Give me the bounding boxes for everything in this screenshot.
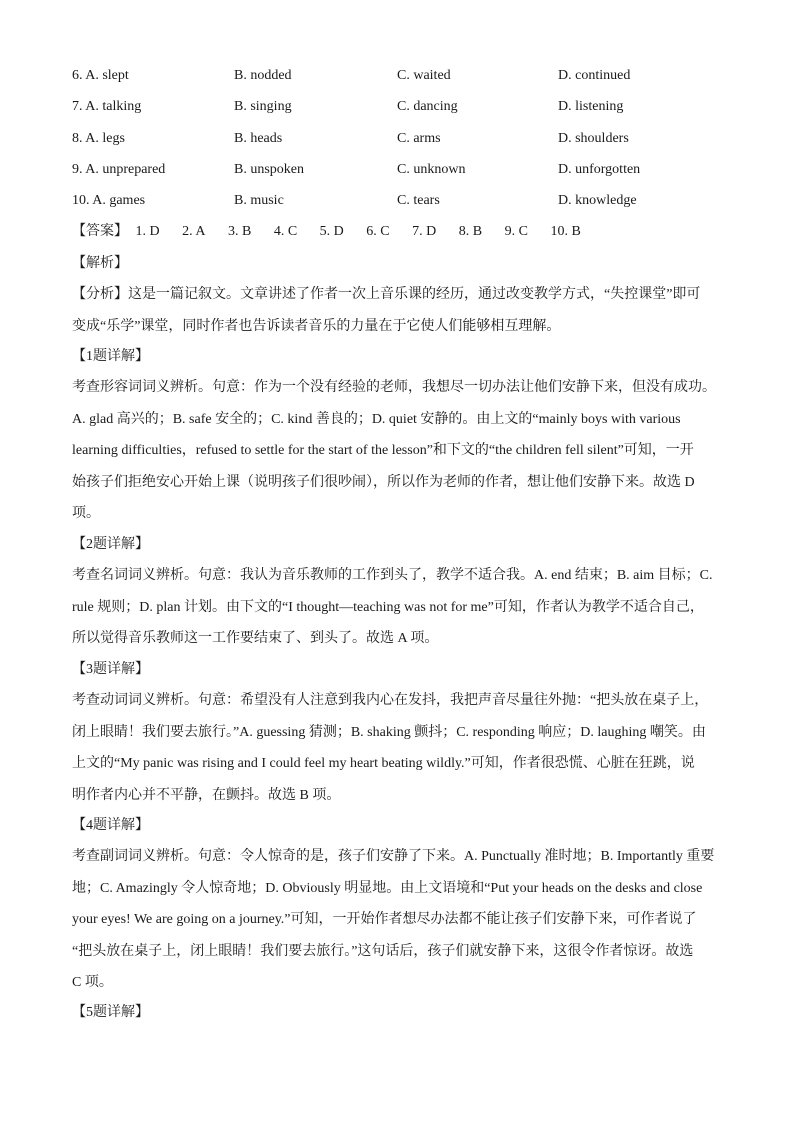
option-a: 7. A. talking (72, 99, 142, 114)
answer-item: 5. D (319, 224, 344, 239)
option-d: D. knowledge (558, 193, 637, 208)
text-line: C 项。 (72, 975, 113, 990)
option-d: D. listening (558, 99, 624, 114)
text-line: 上文的“My panic was rising and I could feel my heart beating wildly.”可知，作者很恐慌、心脏在狂跳，说 (72, 756, 695, 771)
option-c: C. waited (397, 68, 451, 83)
answer-label: 【答案】 (72, 224, 128, 239)
text-line: 所以觉得音乐教师这一工作要结束了、到头了。故选 A 项。 (72, 631, 439, 646)
text-line: A. glad 高兴的；B. safe 安全的；C. kind 善良的；D. quiet 安静的。由上文的“mainly boys with various (72, 411, 681, 427)
option-b: B. singing (234, 99, 292, 114)
answer-item: 4. C (273, 224, 298, 239)
answer-item: 2. A (182, 224, 206, 239)
option-b: B. unspoken (234, 162, 304, 177)
answer-item: 3. B (227, 224, 252, 239)
text-line: 考查动词词义辨析。句意：希望没有人注意到我内心在发抖，我把声音尽量往外抛：“把头放在桌子上， (72, 693, 709, 708)
option-c: C. arms (397, 131, 441, 146)
q1-heading: 【1题详解】 (72, 349, 149, 364)
option-c: C. dancing (397, 99, 458, 114)
answer-item: 9. C (504, 224, 528, 239)
option-b: B. music (234, 193, 284, 208)
option-a: 10. A. games (72, 193, 146, 208)
text-line: 考查名词词义辨析。句意：我认为音乐教师的工作到头了，教学不适合我。A. end 结束；B. aim 目标；C. (72, 568, 713, 583)
q4-heading: 【4题详解】 (72, 818, 149, 833)
text-line: rule 规则；D. plan 计划。由下文的“I thought—teaching was not for me”可知，作者认为教学不适合自己， (72, 599, 704, 615)
option-b: B. nodded (234, 68, 292, 83)
option-d: D. continued (558, 68, 631, 83)
option-a: 9. A. unprepared (72, 162, 166, 177)
q3-heading: 【3题详解】 (72, 662, 149, 677)
q3-explanation (72, 685, 724, 811)
text-line: “把头放在桌子上，闭上眼睛！我们要去旅行。”这句话后，孩子们就安静下来，这很令作者惊讶。故选 (72, 943, 694, 959)
text-line: 考查形容词词义辨析。句意：作为一个没有经验的老师，我想尽一切办法让他们安静下来，但没有成功。 (72, 380, 716, 395)
text-line: 【分析】这是一篇记叙文。文章讲述了作者一次上音乐课的经历，通过改变教学方式，“失控课堂”即可 (72, 287, 701, 302)
q4-explanation (72, 841, 724, 999)
text-line: your eyes! We are going on a journey.”可知，一开始作者想尽办法都不能让孩子们安静下来，可作者说了 (72, 912, 697, 927)
answer-item: 6. C (366, 224, 390, 239)
text-line: 明作者内心并不平静，在颤抖。故选 B 项。 (72, 787, 341, 803)
option-a: 6. A. slept (72, 68, 129, 83)
q2-heading: 【2题详解】 (72, 537, 149, 552)
answer-item: 8. B (458, 224, 483, 239)
analysis-paragraph (72, 279, 724, 342)
option-c: C. unknown (397, 162, 466, 177)
option-b: B. heads (234, 131, 283, 146)
option-a: 8. A. legs (72, 131, 125, 146)
q1-explanation (72, 372, 724, 530)
answer-item: 10. B (550, 224, 581, 239)
answer-key (72, 222, 600, 242)
text-line: 地；C. Amazingly 令人惊奇地；D. Obviously 明显地。由上文语境和“Put your heads on the desks and close (72, 880, 703, 896)
text-line: 始孩子们拒绝安心开始上课（说明孩子们很吵闹），所以作为老师的作者，想让他们安静下来。故选 D (72, 474, 695, 490)
option-d: D. unforgotten (558, 162, 641, 177)
text-line: 闭上眼睛！我们要去旅行。”A. guessing 猜测；B. shaking 颤抖；C. responding 响应；D. laughing 嘲笑。由 (72, 724, 706, 740)
text-line: learning difficulties，refused to settle for the start of the lesson”和下文的“the children fell silent”可知，一开 (72, 443, 694, 458)
text-line: 变成“乐学”课堂，同时作者也告诉读者音乐的力量在于它使人们能够相互理解。 (72, 318, 561, 334)
answer-item: 7. D (412, 224, 437, 239)
option-c: C. tears (397, 193, 440, 208)
option-d: D. shoulders (558, 131, 629, 146)
analysis-heading: 【解析】 (72, 256, 128, 271)
q5-heading: 【5题详解】 (72, 1005, 149, 1020)
answer-item: 1. D (135, 224, 160, 239)
q2-explanation (72, 560, 724, 655)
text-line: 考查副词词义辨析。句意：令人惊奇的是，孩子们安静了下来。A. Punctually 准时地；B. Importantly 重要 (72, 849, 715, 864)
text-line: 项。 (72, 506, 100, 521)
